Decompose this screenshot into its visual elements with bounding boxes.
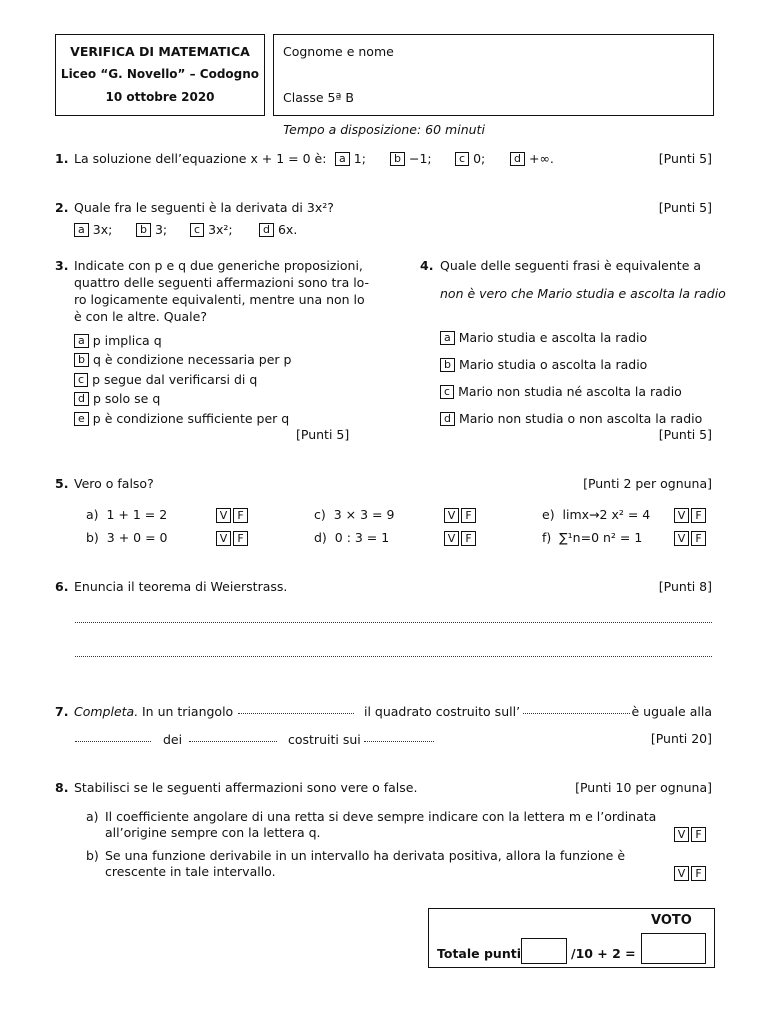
q5-vf-c[interactable] <box>442 507 476 523</box>
option-letter: c <box>74 373 88 387</box>
q6-points: [Punti 8] <box>658 579 712 594</box>
option-text: p solo se q <box>92 391 161 406</box>
name-field[interactable]: Cognome e nome <box>283 44 394 59</box>
option-letter: e <box>74 412 89 426</box>
option-text: Mario studia o ascolta la radio <box>458 357 648 372</box>
q7-text-3: è uguale alla <box>631 704 712 719</box>
q1-points: [Punti 5] <box>658 151 712 166</box>
option-text: 3x²; <box>208 222 233 237</box>
class-field[interactable]: Classe 5ª B <box>283 90 354 105</box>
q5-vf-e[interactable] <box>672 507 706 523</box>
q4-option-a[interactable] <box>440 330 647 345</box>
q8-a-line-1: Il coefficiente angolare di una retta si deve sempre indicare con la lettera m e l’ordinata <box>105 809 657 824</box>
q1-option-d[interactable] <box>510 151 554 166</box>
option-letter: d <box>259 223 274 237</box>
q2-number: 2. <box>55 200 69 215</box>
q8-a-line-2: all’origine sempre con la lettera q. <box>105 825 321 840</box>
q7-text-4: dei <box>163 732 183 747</box>
option-letter: a <box>440 331 455 345</box>
q4-quote: non è vero che Mario studia e ascolta la radio <box>440 286 726 301</box>
q2-points: [Punti 5] <box>658 200 712 215</box>
option-letter: b <box>390 152 405 166</box>
option-letter: d <box>440 412 455 426</box>
q3-line-2: quattro delle seguenti affermazioni sono tra lo- <box>74 275 370 290</box>
option-letter: a <box>74 223 89 237</box>
option-letter: c <box>190 223 204 237</box>
q8-b-line-1: Se una funzione derivabile in un intervallo ha derivata positiva, allora la funzione è <box>105 848 626 863</box>
q7-number: 7. <box>55 704 69 719</box>
q2-text: Quale fra le seguenti è la derivata di 3x²? <box>74 200 334 215</box>
q3-option-c[interactable] <box>74 372 257 387</box>
q7-lead: Completa. <box>74 704 139 719</box>
option-letter: b <box>74 353 89 367</box>
q4-number: 4. <box>420 258 434 273</box>
q3-number: 3. <box>55 258 69 273</box>
total-points-input[interactable] <box>521 938 567 964</box>
q8-a-label: a) <box>86 809 99 824</box>
q5-item-b: b) 3 + 0 = 0 <box>86 530 168 545</box>
q5-vf-b[interactable] <box>214 530 248 546</box>
q3-line-4: è con le altre. Quale? <box>74 309 207 324</box>
voto-label: VOTO <box>651 913 692 928</box>
q4-option-b[interactable] <box>440 357 647 372</box>
q8-b-line-2: crescente in tale intervallo. <box>105 864 276 879</box>
q5-points: [Punti 2 per ognuna] <box>583 476 712 491</box>
answer-line-1[interactable] <box>75 620 712 623</box>
false-box[interactable]: F <box>691 508 706 523</box>
q5-item-a: a) 1 + 1 = 2 <box>86 507 168 522</box>
q8-number: 8. <box>55 780 69 795</box>
q7-blank-3[interactable] <box>75 741 151 742</box>
option-text: p segue dal verificarsi di q <box>92 372 258 387</box>
option-letter: b <box>136 223 151 237</box>
q5-item-e: e) limx→2 x² = 4 <box>542 507 651 522</box>
grade-input[interactable] <box>641 933 706 964</box>
option-text: 3; <box>154 222 168 237</box>
option-text: 1; <box>353 151 366 166</box>
q5-number: 5. <box>55 476 69 491</box>
true-box[interactable]: V <box>674 827 689 842</box>
option-text: 3x; <box>92 222 113 237</box>
true-box[interactable]: V <box>444 508 459 523</box>
false-box[interactable]: F <box>233 508 248 523</box>
q3-line-1: Indicate con p e q due generiche proposizioni, <box>74 258 363 273</box>
false-box[interactable]: F <box>691 866 706 881</box>
true-box[interactable]: V <box>216 531 231 546</box>
answer-line-2[interactable] <box>75 654 712 657</box>
option-text: 0; <box>473 151 486 166</box>
q5-item-c: c) 3 × 3 = 9 <box>314 507 395 522</box>
false-box[interactable]: F <box>461 508 476 523</box>
q6-text: Enuncia il teorema di Weierstrass. <box>74 579 288 594</box>
q3-option-d[interactable] <box>74 391 160 406</box>
option-text: −1; <box>408 151 432 166</box>
q7-points: [Punti 20] <box>650 731 712 746</box>
true-box[interactable]: V <box>444 531 459 546</box>
q1-option-c[interactable] <box>455 151 485 166</box>
q1-option-a[interactable] <box>335 151 366 166</box>
q4-option-d[interactable] <box>440 411 702 426</box>
q4-option-c[interactable] <box>440 384 682 399</box>
false-box[interactable]: F <box>461 531 476 546</box>
option-letter: a <box>74 334 89 348</box>
q1-text: La soluzione dell’equazione x + 1 = 0 è: <box>74 151 327 166</box>
false-box[interactable]: F <box>691 531 706 546</box>
option-text: Mario studia e ascolta la radio <box>458 330 648 345</box>
q5-vf-f[interactable] <box>672 530 706 546</box>
q8-vf-a[interactable] <box>672 826 706 842</box>
q2-option-a[interactable] <box>74 222 112 237</box>
q1-option-b[interactable] <box>390 151 432 166</box>
q8-text: Stabilisci se le seguenti affermazioni sono vere o false. <box>74 780 418 795</box>
school-name: Liceo “G. Novello” – Codogno <box>60 67 260 81</box>
q2-option-d[interactable] <box>259 222 297 237</box>
option-letter: a <box>335 152 350 166</box>
time-limit: Tempo a disposizione: 60 minuti <box>283 122 485 137</box>
option-text: q è condizione necessaria per p <box>92 352 292 367</box>
true-box[interactable]: V <box>674 508 689 523</box>
q6-number: 6. <box>55 579 69 594</box>
option-letter: c <box>455 152 469 166</box>
q8-vf-b[interactable] <box>672 865 706 881</box>
formula-label: /10 + 2 = <box>571 946 636 961</box>
option-text: 6x. <box>277 222 298 237</box>
test-date: 10 ottobre 2020 <box>105 90 215 104</box>
option-text: Mario non studia o non ascolta la radio <box>458 411 703 426</box>
option-letter: c <box>440 385 454 399</box>
q7-blank-5[interactable] <box>364 741 434 742</box>
option-text: +∞. <box>528 151 554 166</box>
q3-option-e[interactable] <box>74 411 289 426</box>
q5-item-f: f) ∑¹n=0 n² = 1 <box>542 530 643 545</box>
q3-line-3: ro logicamente equivalenti, mentre una non lo <box>74 292 365 307</box>
q7-text-5: costruiti sui <box>288 732 361 747</box>
q2-option-b[interactable] <box>136 222 167 237</box>
false-box[interactable]: F <box>691 827 706 842</box>
q8-b-label: b) <box>86 848 99 863</box>
q1-number: 1. <box>55 151 69 166</box>
q5-vf-d[interactable] <box>442 530 476 546</box>
q3-option-b[interactable] <box>74 352 291 367</box>
q4-points: [Punti 5] <box>658 427 712 442</box>
q3-points: [Punti 5] <box>296 427 350 442</box>
true-box[interactable]: V <box>674 531 689 546</box>
false-box[interactable]: F <box>233 531 248 546</box>
option-text: p implica q <box>92 333 162 348</box>
q2-option-c[interactable] <box>190 222 233 237</box>
option-text: p è condizione sufficiente per q <box>92 411 290 426</box>
q7-blank-1[interactable] <box>238 713 354 714</box>
test-title: VERIFICA DI MATEMATICA <box>70 44 250 59</box>
q8-points: [Punti 10 per ognuna] <box>575 780 712 795</box>
q5-text: Vero o falso? <box>74 476 154 491</box>
q4-text: Quale delle seguenti frasi è equivalente a <box>440 258 702 273</box>
q7-blank-2[interactable] <box>523 713 630 714</box>
total-label: Totale punti <box>437 946 521 961</box>
q7-text-1: In un triangolo <box>142 704 234 719</box>
option-text: Mario non studia né ascolta la radio <box>458 384 682 399</box>
q7-blank-4[interactable] <box>189 741 277 742</box>
option-letter: b <box>440 358 455 372</box>
q5-item-d: d) 0 : 3 = 1 <box>314 530 390 545</box>
option-letter: d <box>510 152 525 166</box>
option-letter: d <box>74 392 89 406</box>
q5-vf-a[interactable] <box>214 507 248 523</box>
q3-option-a[interactable] <box>74 333 162 348</box>
true-box[interactable]: V <box>216 508 231 523</box>
q7-text-2: il quadrato costruito sull’ <box>364 704 521 719</box>
true-box[interactable]: V <box>674 866 689 881</box>
